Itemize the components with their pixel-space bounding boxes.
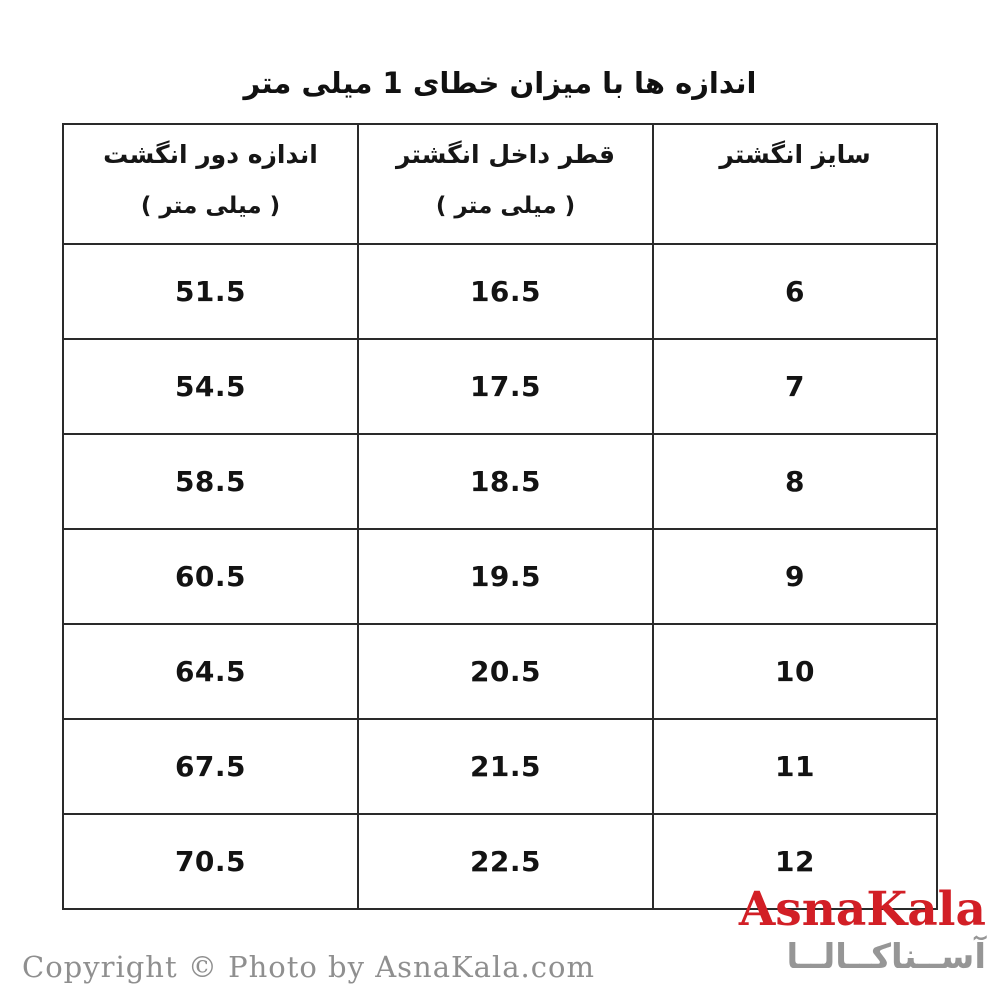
header-finger-circumference (63, 124, 358, 244)
cell-circumference: 70.5 (63, 814, 358, 909)
header-inner-diameter-label: قطر داخل انگشتر (395, 140, 616, 169)
header-inner-diameter-unit: ( میلی متر ) (435, 193, 576, 219)
copyright-text: Copyright © Photo by AsnaKala.com (22, 950, 595, 984)
table-row (63, 244, 937, 339)
cell-circumference: 67.5 (63, 719, 358, 814)
cell-circumference: 51.5 (63, 244, 358, 339)
table-row (63, 339, 937, 434)
table-row (63, 434, 937, 529)
cell-circumference: 58.5 (63, 434, 358, 529)
cell-size: 11 (653, 719, 937, 814)
cell-diameter: 16.5 (358, 244, 653, 339)
header-finger-circumference-unit: ( میلی متر ) (140, 193, 281, 219)
table-row (63, 719, 937, 814)
cell-circumference: 54.5 (63, 339, 358, 434)
page-title: اندازه ها با میزان خطای 1 میلی متر (243, 66, 757, 100)
brand-watermark (739, 884, 986, 978)
ring-size-table (62, 123, 938, 910)
header-inner-diameter (358, 124, 653, 244)
brand-logo-latin: AsnaKala (738, 882, 986, 937)
cell-size: 12 (653, 814, 937, 909)
cell-circumference: 64.5 (63, 624, 358, 719)
cell-size: 8 (653, 434, 937, 529)
header-finger-circumference-label: اندازه دور انگشت (103, 140, 318, 169)
cell-diameter: 17.5 (358, 339, 653, 434)
cell-size: 9 (653, 529, 937, 624)
cell-size: 6 (653, 244, 937, 339)
header-ring-size-label: سایز انگشتر (719, 140, 871, 169)
table-row (63, 529, 937, 624)
cell-diameter: 22.5 (358, 814, 653, 909)
table-row (63, 624, 937, 719)
header-ring-size-unit (655, 193, 935, 221)
cell-size: 10 (653, 624, 937, 719)
header-row (63, 124, 937, 244)
header-ring-size (653, 124, 937, 244)
cell-diameter: 20.5 (358, 624, 653, 719)
cell-diameter: 21.5 (358, 719, 653, 814)
cell-circumference: 60.5 (63, 529, 358, 624)
cell-size: 7 (653, 339, 937, 434)
cell-diameter: 19.5 (358, 529, 653, 624)
brand-logo-persian: آســناکــالــا (786, 937, 986, 977)
cell-diameter: 18.5 (358, 434, 653, 529)
